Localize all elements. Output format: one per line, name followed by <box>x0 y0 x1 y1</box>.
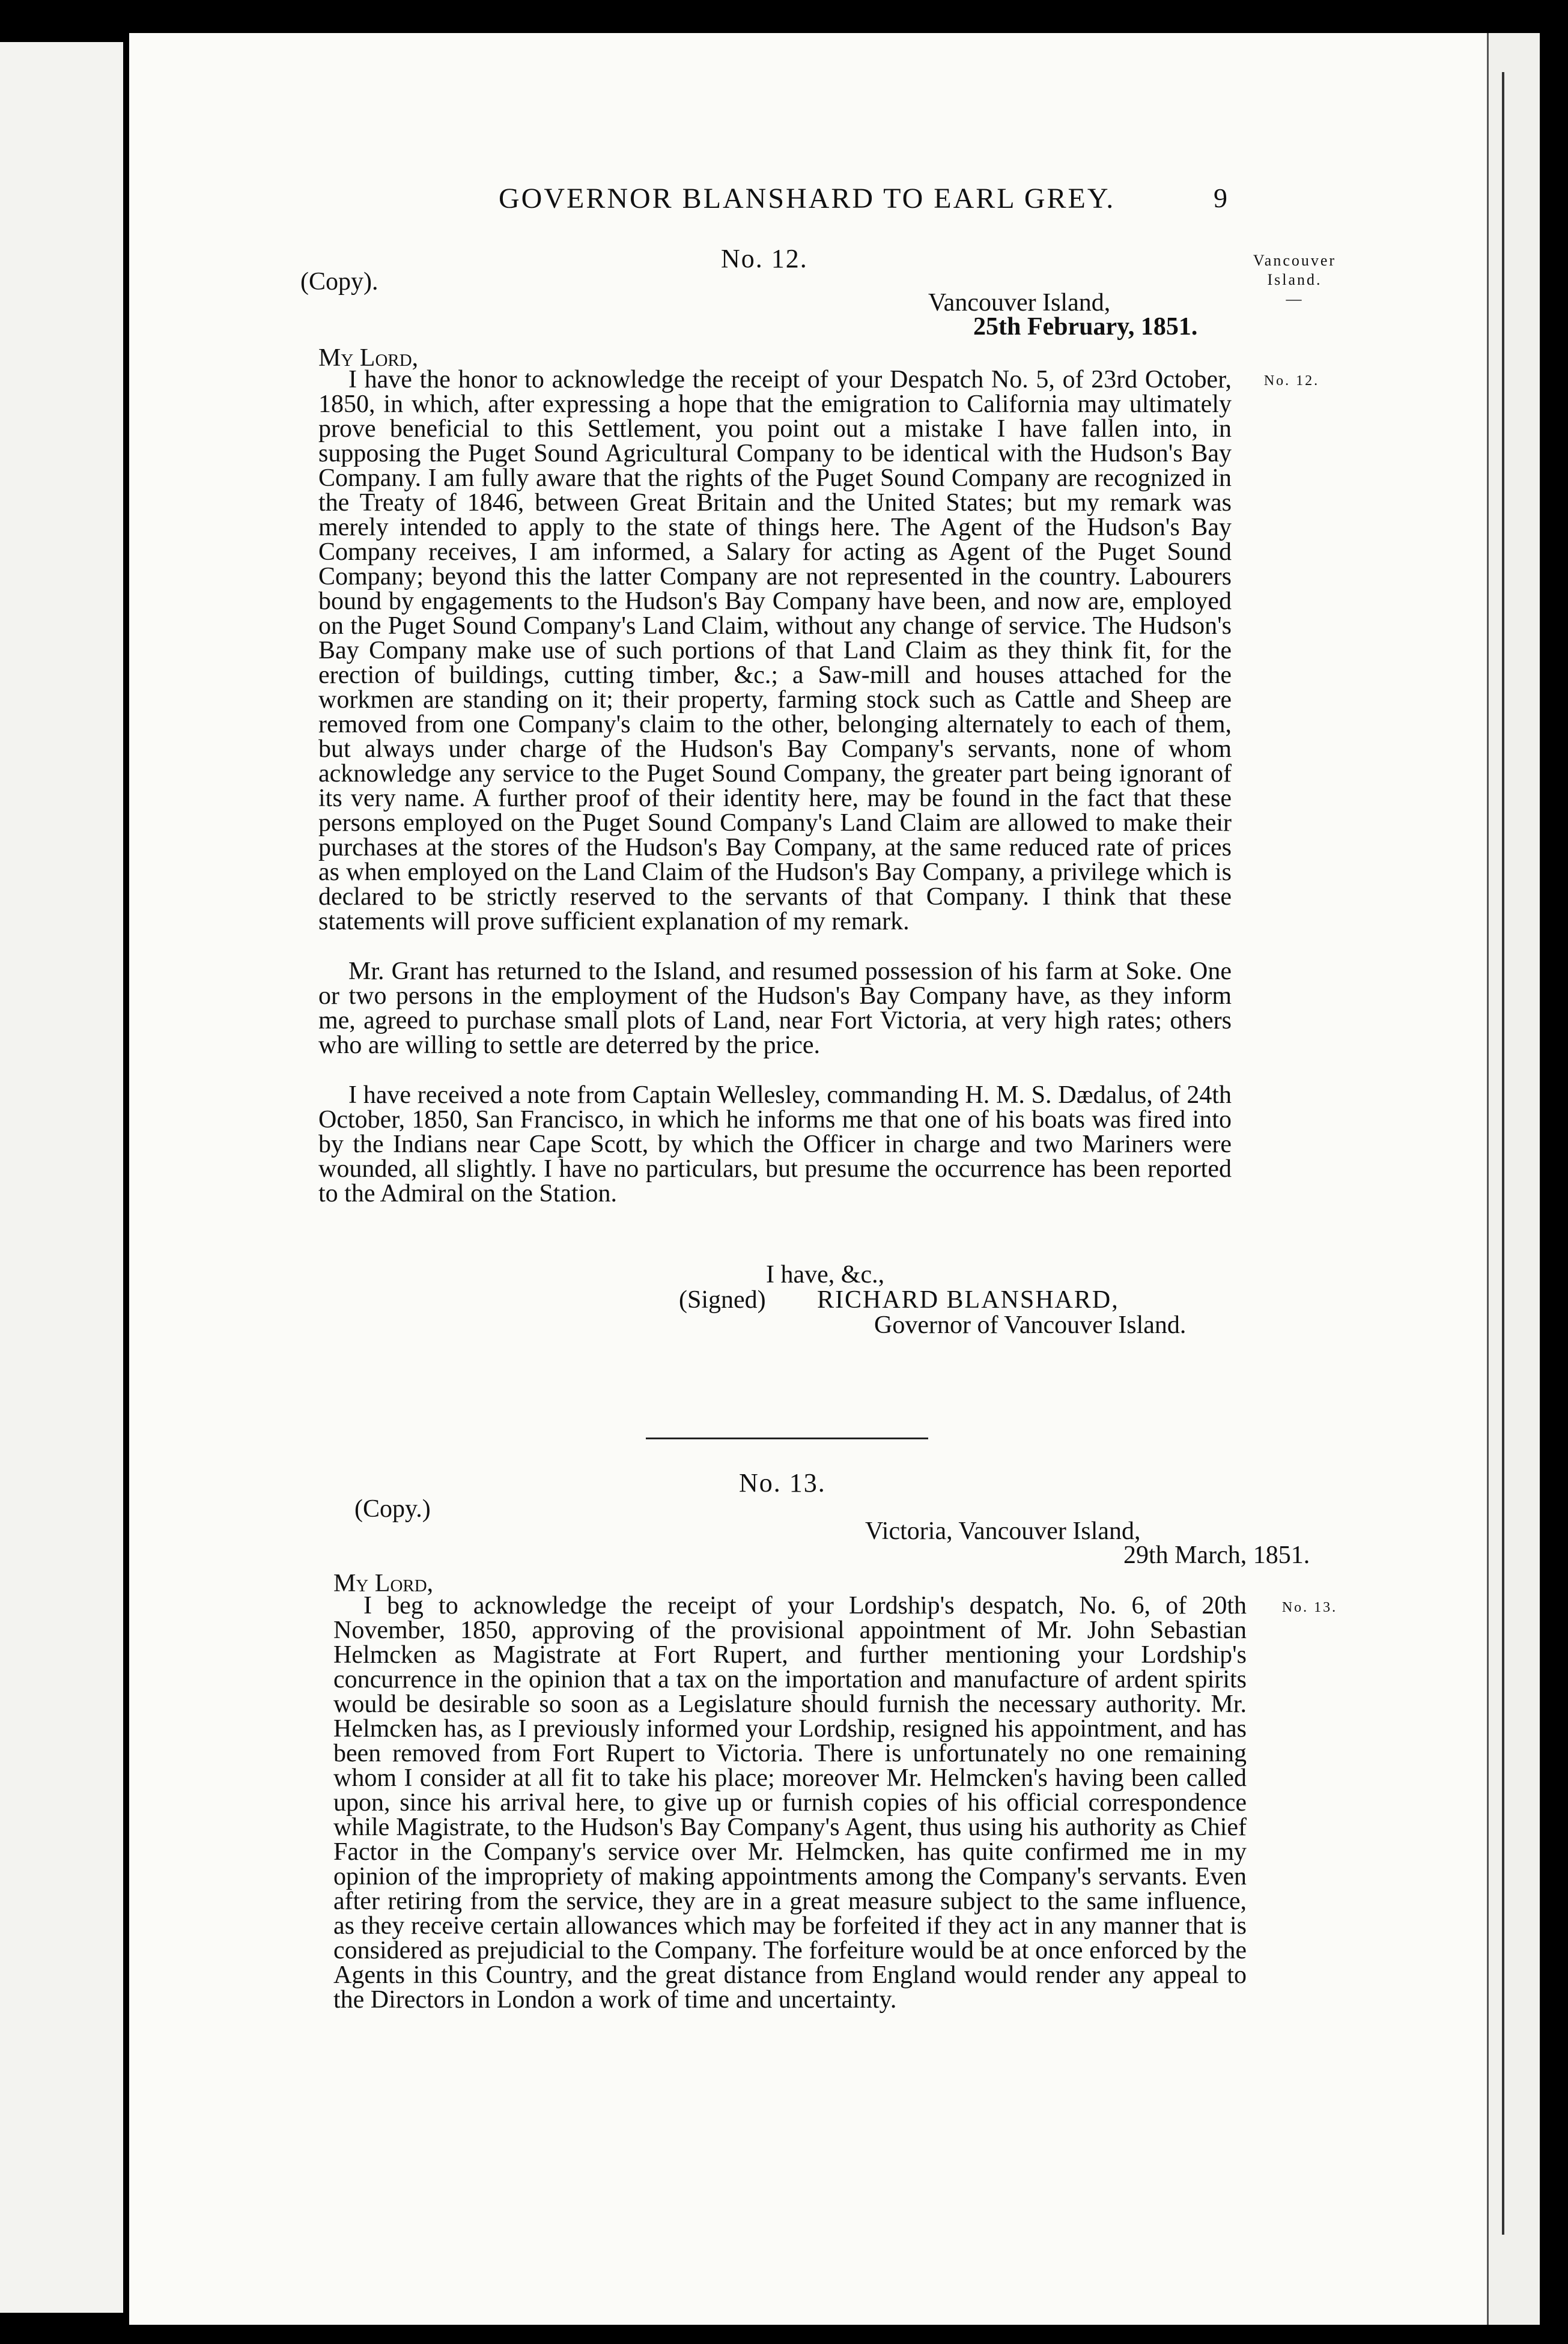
letter-13-date: 29th March, 1851. <box>1123 1541 1310 1569</box>
page-edge-right <box>1487 33 1540 2325</box>
margin-heading-line1: Vancouver <box>1253 252 1337 269</box>
running-head: GOVERNOR BLANSHARD TO EARL GREY. <box>499 183 1116 214</box>
letter-13-body <box>333 1594 1247 2012</box>
letter-12-salutation: My Lord, <box>318 344 419 372</box>
letter-12-number: No. 12. <box>721 244 808 273</box>
letter-13-copy-label: (Copy.) <box>354 1495 431 1523</box>
letter-12-date: 25th February, 1851. <box>973 313 1198 341</box>
letter-12-paragraph: I have the honor to acknowledge the receipt of your Despatch No. 5, of 23rd October, 1850, in which, after expressing a hope that the emigration to California may ultimately prove beneficial to this Settlement, you point out a mistake I have fallen into, in supposing the Puget Sound Agricultural Company to be identical with the Hudson's Bay Company. I am fully aware that the rights of the Puget Sound Company are recognized in the Treaty of 1846, between Great Britain and the United States; but my remark was merely intended to apply to the state of things here. The Agent of the Hudson's Bay Company receives, I am informed, a Salary for acting as Agent of the Puget Sound Company; beyond this the latter Company are not represented in the country. Labourers bound by engagements to the Hudson's Bay Company have been, and now are, employed on the Puget Sound Company's Land Claim, without any change of service. The Hudson's Bay Company make use of such portions of that Land Claim as they think fit, for the erection of buildings, cutting timber, &c.; a Saw-mill and houses attached for the workmen are standing on it; their property, farming stock such as Cattle and Sheep are removed from one Company's claim to the other, belonging alternately to each of them, but always under charge of the Hudson's Bay Company's servants, none of whom acknowledge any service to the Puget Sound Company, the greater part being ignorant of its very name. A further proof of their identity here, may be found in the fact that these persons employed on the Puget Sound Company's Land Claim are allowed to make their purchases at the stores of the Hudson's Bay Company, at the same reduced rate of prices as when employed on the Land Claim of the Hudson's Bay Company, a privilege which is declared to be strictly reserved to the servants of that Company. I think that these statements will prove sufficient explanation of my remark. <box>318 366 1232 935</box>
facing-page-edge <box>0 42 123 2313</box>
margin-heading-dash: — <box>1286 290 1304 308</box>
margin-heading-line2: Island. <box>1267 271 1322 288</box>
section-divider <box>646 1438 928 1439</box>
page-number: 9 <box>1214 183 1227 213</box>
letter-12-paragraph: Mr. Grant has returned to the Island, and resumed possession of his farm at Soke. One or two persons in the employment of the Hudson's Bay Company have, as they inform me, agreed to purchase small plots of Land, near Fort Victoria, at very high rates; others who are willing to settle are deterred by the price. <box>318 958 1232 1059</box>
letter-12-paragraph: I have received a note from Captain Wellesley, commanding H. M. S. Dædalus, of 24th October, 1850, San Francisco, in which he informs me that one of his boats was fired into by the Indians near Cape Scott, by which the Officer in charge and two Mariners were wounded, all slightly. I have no particulars, but presume the occurrence has been reported to the Admiral on the Station. <box>318 1081 1232 1207</box>
letter-13-place: Victoria, Vancouver Island, <box>865 1517 1141 1545</box>
letter-12-place: Vancouver Island, <box>928 289 1111 317</box>
letter-13-salutation: My Lord, <box>333 1570 434 1597</box>
letter-12-body <box>318 368 1232 1206</box>
letter-13-number: No. 13. <box>739 1468 826 1498</box>
letter-12-margin-ref: No. 12. <box>1263 373 1320 389</box>
letter-12-signatory: RICHARD BLANSHARD, <box>817 1286 1119 1314</box>
letter-13-paragraph: I beg to acknowledge the receipt of your Lordship's despatch, No. 6, of 20th November, 1850, approving of the provisional appointment of Mr. John Sebastian Helmcken as Magistrate at Fort Rupert, and further mentioning your Lordship's concurrence in the opinion that a tax on the importation and manufacture of ardent spirits would be desirable so soon as a Legislature should furnish the necessary authority. Mr. Helmcken has, as I previously informed your Lordship, resigned his appointment, and has been removed from Fort Rupert to Victoria. There is unfortunately no one remaining whom I consider at all fit to take his place; moreover Mr. Helmcken's having been called upon, since his arrival here, to give up or furnish copies of his official correspondence while Magistrate, to the Hudson's Bay Company's Agent, thus using his authority as Chief Factor in the Company's service over Mr. Helmcken, has quite confirmed me in my opinion of the impropriety of making appointments among the Company's servants. Even after retiring from the service, they are in a great measure subject to the same influence, as they receive certain allowances which may be forfeited if they act in any manner that is considered as prejudicial to the Company. The forfeiture would be at once enforced by the Agents in this Country, and the great distance from England would render any appeal to the Directors in London a work of time and uncertainty. <box>333 1592 1247 2014</box>
binding-line <box>1502 72 1504 2235</box>
letter-13-margin-ref: No. 13. <box>1281 1600 1338 1615</box>
margin-heading <box>1250 251 1340 309</box>
letter-12-signatory-title: Governor of Vancouver Island. <box>874 1311 1187 1339</box>
letter-12-copy-label: (Copy). <box>300 268 378 296</box>
letter-12-closing: I have, &c., <box>766 1261 885 1289</box>
letter-12-signed-label: (Signed) <box>679 1286 766 1314</box>
